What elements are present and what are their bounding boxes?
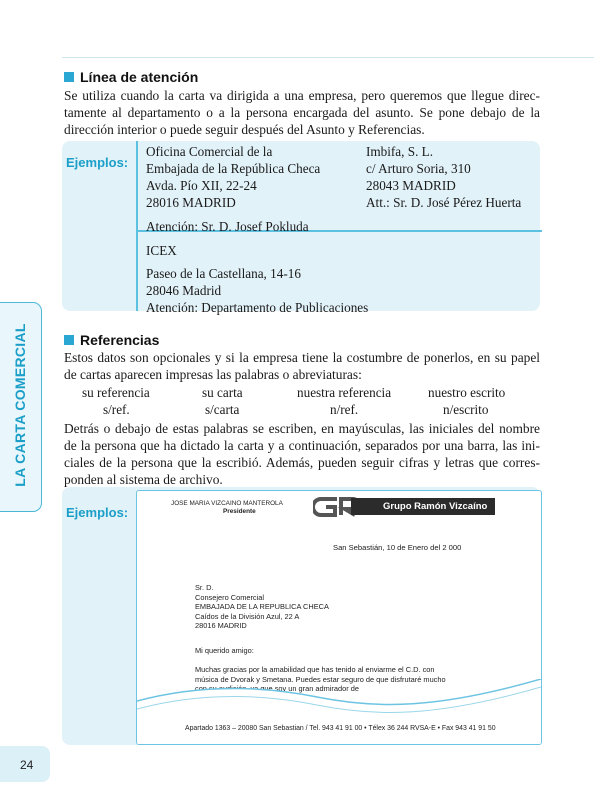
letter-body-line: música de Dvorak y Smetana. Puedes estar seguro de que disfrutaré mucho (195, 674, 446, 684)
recipient-line: Sr. D. (195, 583, 214, 592)
letter-footer: Apartado 1363 – 20080 San Sebastian / Tel. 943 41 91 00 • Télex 36 244 RVSA-E • Fax 943 41 91 50 (185, 725, 496, 732)
attention-line: Att.: Sr. D. José Pérez Huerta (366, 195, 522, 210)
paragraph-referencias-intro (64, 349, 540, 383)
address-line: Embajada de la República Checa (146, 161, 321, 176)
paragraph-referencias-body (64, 420, 540, 488)
term-su-referencia: su referencia (82, 385, 150, 400)
paragraph-line: ciales de la persona que la escribió. Además, pueden seguir cifras y letras que corres- (64, 455, 540, 470)
paragraph-line: ponden al sistema de archivo. (64, 472, 223, 487)
attention-line: Atención: Sr. D. Josef Pokluda (146, 219, 309, 234)
abbr-n-escrito: n/escrito (443, 402, 489, 417)
term-nuestra-referencia: nuestra referencia (297, 385, 392, 400)
letter-recipient (195, 583, 329, 631)
address-block-imbifa (366, 143, 521, 211)
top-rule (62, 57, 594, 58)
abbr-s-ref: s/ref. (103, 402, 130, 417)
paragraph-line: dirección interior o puede seguir después del Asunto y Referencias. (64, 122, 425, 137)
abbr-s-carta: s/carta (205, 402, 240, 417)
examples-divider-vertical (136, 141, 138, 311)
abbr-n-ref: n/ref. (330, 402, 359, 417)
paragraph-line: Se utiliza cuando la carta va dirigida a una empresa, pero queremos que llegue direc- (64, 88, 540, 103)
recipient-line: Consejero Comercial (195, 592, 265, 602)
address-line: ICEX (146, 243, 177, 258)
letter-company-name: Grupo Ramón Vizcaíno (383, 501, 488, 512)
examples-label: Ejemplos: (66, 155, 129, 170)
section-heading-text: Referencias (80, 332, 160, 348)
paragraph-line: Estos datos son opcionales y si la empresa tiene la costumbre de ponerlos, en su papel (64, 350, 540, 365)
attention-line: Atención: Departamento de Publicaciones (146, 300, 369, 315)
sample-letter (136, 490, 542, 745)
bullet-square-icon (64, 335, 74, 345)
letter-salutation: Mi querido amigo: (195, 646, 254, 655)
page-number-tab (0, 746, 50, 782)
term-nuestro-escrito: nuestro escrito (428, 385, 506, 400)
section-heading-linea (64, 69, 198, 85)
examples-label: Ejemplos: (66, 505, 129, 520)
address-block-embajada (146, 143, 320, 235)
address-line: 28046 Madrid (146, 283, 222, 298)
paragraph-line: tamente al departamento o a la persona encargada del asunto. Se pone debajo de la (64, 105, 540, 120)
page-number: 24 (20, 758, 34, 772)
letter-sender-name: JOSE MARIA VIZCAINO MANTEROLA (171, 500, 283, 507)
paragraph-line: de cartas aparecen impresas las palabras o abreviaturas: (64, 367, 362, 382)
address-line: 28043 MADRID (366, 178, 456, 193)
address-line: Avda. Pío XII, 22-24 (146, 178, 257, 193)
letter-date: San Sebastián, 10 de Enero del 2 000 (333, 543, 462, 552)
address-line: Oficina Comercial de la (146, 144, 273, 159)
letter-company-banner (351, 498, 495, 515)
address-block-icex (146, 242, 368, 316)
recipient-line: 28016 MADRID (195, 621, 247, 631)
address-line: c/ Arturo Soria, 310 (366, 161, 471, 176)
address-line: Imbifa, S. L. (366, 144, 434, 159)
recipient-line: Caídos de la División Azul, 22 A (195, 611, 300, 621)
paragraph-line: de la persona que ha dictado la carta y a continuación, separados por una barra, las ini- (64, 438, 540, 453)
letter-sender-title: Presidente (223, 508, 256, 515)
recipient-line: EMBAJADA DE LA REPUBLICA CHECA (195, 602, 329, 612)
address-line: Paseo de la Castellana, 14-16 (146, 266, 301, 281)
paragraph-line: Detrás o debajo de estas palabras se escriben, en mayúsculas, las iniciales del nombre (64, 421, 540, 436)
letter-wave-decoration (137, 679, 541, 744)
letter-body-line: Muchas gracias por la amabilidad que has tenido al enviarme el C.D. con (195, 665, 435, 674)
term-su-carta: su carta (202, 385, 243, 400)
chapter-title: LA CARTA COMERCIAL (12, 323, 28, 487)
bullet-square-icon (64, 72, 74, 82)
letter-body-line: con su audición, ya que soy un gran admirador de (195, 684, 359, 694)
section-heading-referencias (64, 332, 159, 348)
section-heading-text: Línea de atención (80, 69, 199, 85)
address-line: 28016 MADRID (146, 195, 236, 210)
paragraph-linea (64, 87, 540, 138)
